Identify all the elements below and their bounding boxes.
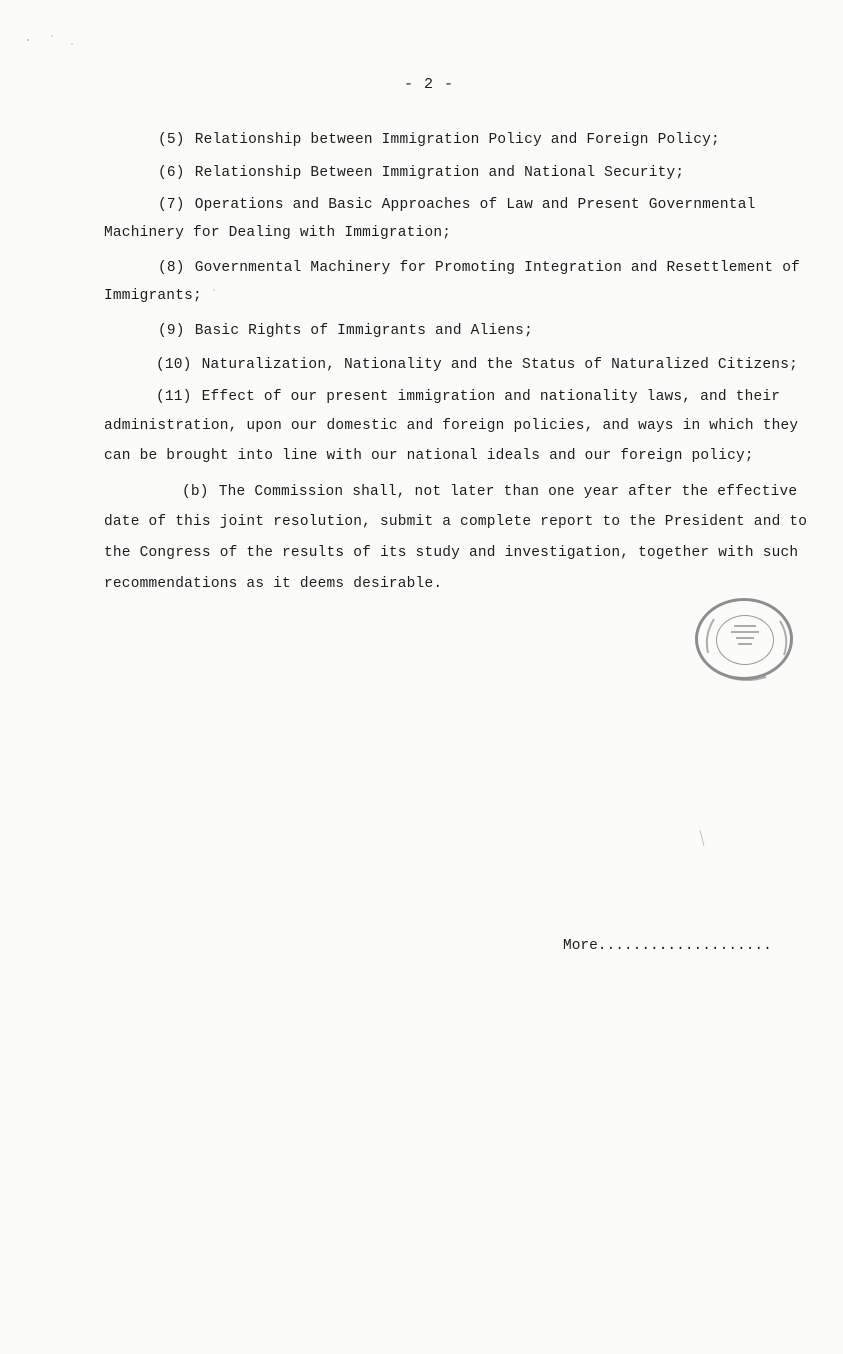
item-7-number: (7)	[158, 197, 185, 213]
item-5-line-1: Relationship between Immigration Policy and Foreign Policy;	[194, 132, 720, 148]
item-7-line-1: Operations and Basic Approaches of Law and Present Governmental	[194, 197, 756, 213]
item-6-line-1: Relationship Between Immigration and National Security;	[194, 165, 685, 181]
page-number: - 2 -	[404, 76, 455, 93]
paragraph-b-line-3: the Congress of the results of its study and investigation, together with such	[104, 545, 799, 561]
item-6-number: (6)	[158, 165, 185, 181]
item-8-number: (8)	[158, 260, 185, 276]
item-8-line-1: Governmental Machinery for Promoting Integration and Resettlement of	[194, 260, 801, 276]
item-11-line-3: can be brought into line with our national ideals and our foreign policy;	[104, 448, 754, 464]
more-continuation: More....................	[563, 938, 772, 954]
item-8-line-2: Immigrants;	[104, 288, 202, 304]
item-11-line-1: Effect of our present immigration and nationality laws, and their	[201, 389, 781, 405]
item-10-line-1: Naturalization, Nationality and the Status of Naturalized Citizens;	[201, 357, 799, 373]
item-11-line-2: administration, upon our domestic and foreign policies, and ways in which they	[104, 418, 799, 434]
item-9-line-1: Basic Rights of Immigrants and Aliens;	[194, 323, 533, 339]
item-7-line-2: Machinery for Dealing with Immigration;	[104, 225, 452, 241]
item-9-number: (9)	[158, 323, 185, 339]
paragraph-b-line-4: recommendations as it deems desirable.	[104, 576, 443, 592]
item-5-number: (5)	[158, 132, 185, 148]
item-11-number: (11)	[156, 389, 192, 405]
paragraph-b-line-1: The Commission shall, not later than one year after the effective	[218, 484, 798, 500]
item-10-number: (10)	[156, 357, 192, 373]
paragraph-b-number: (b)	[182, 484, 209, 500]
paragraph-b-line-2: date of this joint resolution, submit a complete report to the President and to	[104, 514, 808, 530]
